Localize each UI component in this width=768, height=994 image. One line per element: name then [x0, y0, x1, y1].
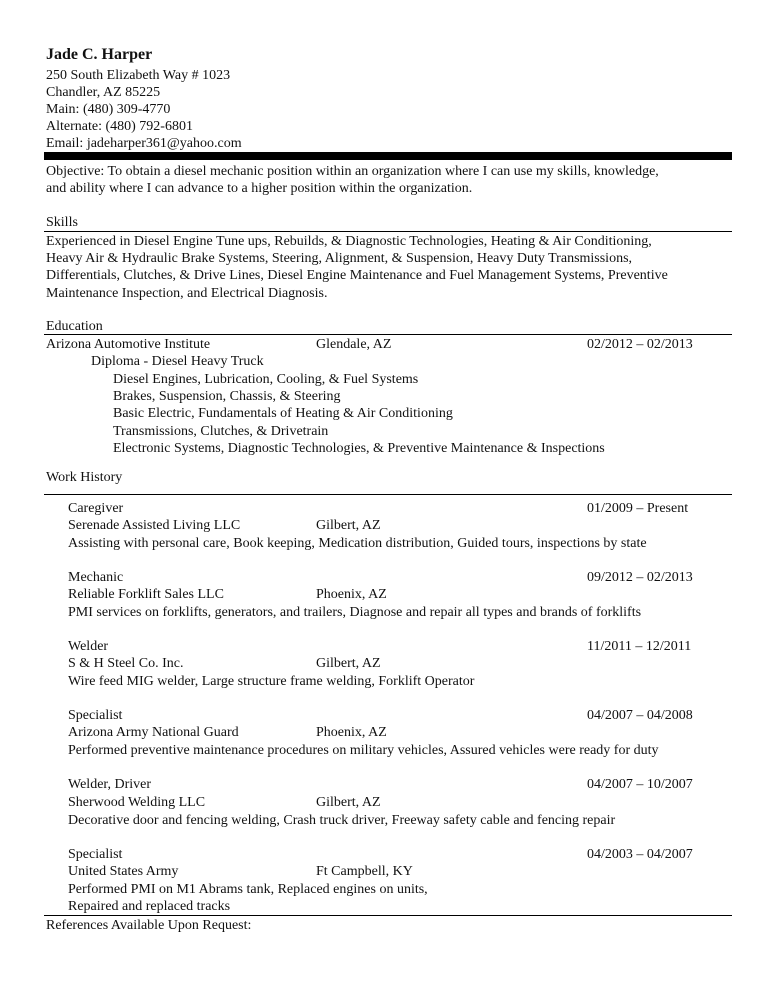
- education-school: Arizona Automotive Institute: [46, 337, 211, 352]
- applicant-name: Jade C. Harper: [46, 46, 153, 63]
- education-course: Basic Electric, Fundamentals of Heating & Air Conditioning: [113, 406, 453, 421]
- job-title: Specialist: [68, 847, 123, 862]
- job-employer: United States Army: [68, 864, 179, 879]
- job-dates: 01/2009 – Present: [587, 501, 689, 516]
- job-title: Caregiver: [68, 501, 124, 516]
- alternate-phone: Alternate: (480) 792-6801: [46, 119, 193, 134]
- job-location: Ft Campbell, KY: [316, 864, 413, 879]
- work-history-divider: [44, 494, 732, 495]
- address-line-2: Chandler, AZ 85225: [46, 85, 161, 100]
- skills-line: Heavy Air & Hydraulic Brake Systems, Steering, Alignment, & Suspension, Heavy Duty Transmissions,: [46, 251, 633, 266]
- objective-line-2: and ability where I can advance to a higher position within the organization.: [46, 181, 473, 196]
- job-employer: Sherwood Welding LLC: [68, 795, 206, 810]
- job-location: Phoenix, AZ: [316, 587, 387, 602]
- job-employer: S & H Steel Co. Inc.: [68, 656, 184, 671]
- skills-line: Differentials, Clutches, & Drive Lines, Diesel Engine Maintenance and Fuel Management Systems, Preventive: [46, 268, 668, 283]
- header-divider: [44, 152, 732, 160]
- job-location: Gilbert, AZ: [316, 518, 381, 533]
- skills-line: Maintenance Inspection, and Electrical Diagnosis.: [46, 286, 328, 301]
- address-line-1: 250 South Elizabeth Way # 1023: [46, 68, 231, 83]
- references-note: References Available Upon Request:: [46, 918, 252, 933]
- job-description: Decorative door and fencing welding, Crash truck driver, Freeway safety cable and fencing repair: [68, 813, 616, 828]
- job-title: Mechanic: [68, 570, 124, 585]
- job-employer: Arizona Army National Guard: [68, 725, 239, 740]
- objective-line-1: Objective: To obtain a diesel mechanic position within an organization where I can use my skills, knowledge,: [46, 164, 659, 179]
- job-description: PMI services on forklifts, generators, and trailers, Diagnose and repair all types and brands of forklifts: [68, 605, 642, 620]
- education-heading: Education: [46, 319, 103, 334]
- job-location: Phoenix, AZ: [316, 725, 387, 740]
- job-title: Specialist: [68, 708, 123, 723]
- job-description: Repaired and replaced tracks: [68, 899, 231, 914]
- job-employer: Serenade Assisted Living LLC: [68, 518, 241, 533]
- work-history-heading: Work History: [46, 470, 123, 485]
- main-phone: Main: (480) 309-4770: [46, 102, 171, 117]
- job-description: Performed PMI on M1 Abrams tank, Replaced engines on units,: [68, 882, 428, 897]
- education-dates: 02/2012 – 02/2013: [587, 337, 693, 352]
- skills-heading: Skills: [46, 215, 78, 230]
- job-description: Performed preventive maintenance procedures on military vehicles, Assured vehicles were ready for duty: [68, 743, 659, 758]
- education-divider: [44, 334, 732, 335]
- education-diploma: Diploma - Diesel Heavy Truck: [91, 354, 264, 369]
- education-course: Brakes, Suspension, Chassis, & Steering: [113, 389, 341, 404]
- education-course: Electronic Systems, Diagnostic Technologies, & Preventive Maintenance & Inspections: [113, 441, 605, 456]
- education-course: Diesel Engines, Lubrication, Cooling, & Fuel Systems: [113, 372, 419, 387]
- skills-line: Experienced in Diesel Engine Tune ups, Rebuilds, & Diagnostic Technologies, Heating & Air Conditioning,: [46, 234, 652, 249]
- job-dates: 09/2012 – 02/2013: [587, 570, 693, 585]
- job-title: Welder: [68, 639, 109, 654]
- footer-divider: [44, 915, 732, 916]
- job-dates: 04/2007 – 04/2008: [587, 708, 693, 723]
- education-course: Transmissions, Clutches, & Drivetrain: [113, 424, 329, 439]
- job-location: Gilbert, AZ: [316, 795, 381, 810]
- job-location: Gilbert, AZ: [316, 656, 381, 671]
- job-dates: 04/2003 – 04/2007: [587, 847, 693, 862]
- job-dates: 04/2007 – 10/2007: [587, 777, 693, 792]
- email: Email: jadeharper361@yahoo.com: [46, 136, 242, 151]
- skills-divider: [44, 231, 732, 232]
- job-dates: 11/2011 – 12/2011: [587, 639, 692, 654]
- education-location: Glendale, AZ: [316, 337, 392, 352]
- job-title: Welder, Driver: [68, 777, 152, 792]
- job-employer: Reliable Forklift Sales LLC: [68, 587, 224, 602]
- job-description: Assisting with personal care, Book keeping, Medication distribution, Guided tours, inspections by state: [68, 536, 647, 551]
- job-description: Wire feed MIG welder, Large structure frame welding, Forklift Operator: [68, 674, 475, 689]
